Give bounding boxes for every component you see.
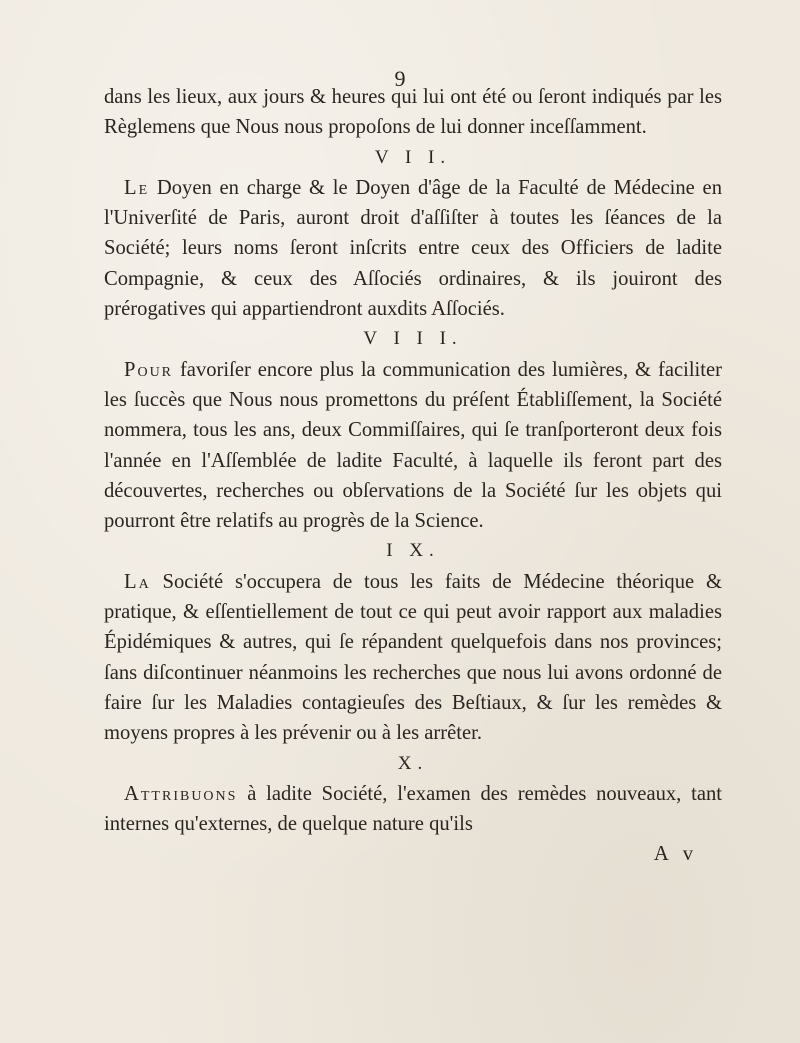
paragraph-lead: Pour bbox=[124, 358, 174, 381]
article-viii-paragraph bbox=[104, 355, 722, 537]
article-heading-vii: V I I. bbox=[374, 146, 452, 168]
paragraph-body: dans les lieux, aux jours & heures qui lui ont été ou ſeront indiqués par les Règlemens que Nous nous propoſons de lui donner inceſſamment. bbox=[104, 86, 722, 139]
paragraph-lead: Attribuons bbox=[124, 782, 238, 805]
article-vii-paragraph bbox=[104, 173, 722, 324]
paragraph-body: à ladite Société, l'examen des remèdes nouveaux, tant internes qu'externes, de quelque nature qu'ils bbox=[104, 782, 722, 836]
article-x-paragraph bbox=[104, 779, 722, 840]
article-heading-ix: I X. bbox=[386, 540, 440, 562]
paragraph-body: Doyen en charge & le Doyen d'âge de la Faculté de Médecine en l'Univerſité de Paris, auront droit d'aſſiſter à toutes les ſéances de la Société; leurs noms ſeront inſcrits entre ceux des Officiers de ladite Compagnie, & ceux des Aſſociés ordinaires, & ils jouiront des prérogatives qui appartiendront auxdits Aſſociés. bbox=[104, 176, 722, 321]
paragraph-lead: Le bbox=[124, 176, 150, 199]
paragraph-lead: La bbox=[124, 570, 151, 593]
article-ix-paragraph bbox=[104, 567, 722, 749]
article-heading-x: X. bbox=[397, 752, 429, 774]
article-heading-viii: V I I I. bbox=[363, 328, 463, 350]
paragraph-continuation bbox=[104, 82, 722, 143]
page-number: 9 bbox=[394, 66, 406, 91]
paragraph-body: favoriſer encore plus la communication des lumières, & faciliter les ſuccès que Nous nous promettons du préſent Établiſſement, la Société nommera, tous les ans, deux Commiſſaires, qui ſe tranſporteront deux fois l'année en l'Aſſemblée de ladite Faculté, à laquelle ils feront part des découvertes, recherches ou obſervations de la Société ſur les objets qui pourront être relatifs au progrès de la Science. bbox=[104, 358, 722, 533]
catchword: A v bbox=[653, 843, 698, 866]
page-text bbox=[104, 82, 722, 870]
paragraph-body: Société s'occupera de tous les faits de Médecine théorique & pratique, & eſſentiellement de tout ce qui peut avoir rapport aux maladies Épidémiques & autres, qui ſe répandent quelquefois dans nos provinces; ſans diſcontinuer néanmoins les recherches que nous lui avons ordonné de faire ſur les Maladies contagieuſes des Beſtiaux, & ſur les remèdes & moyens propres à les prévenir ou à les arrêter. bbox=[104, 570, 722, 745]
